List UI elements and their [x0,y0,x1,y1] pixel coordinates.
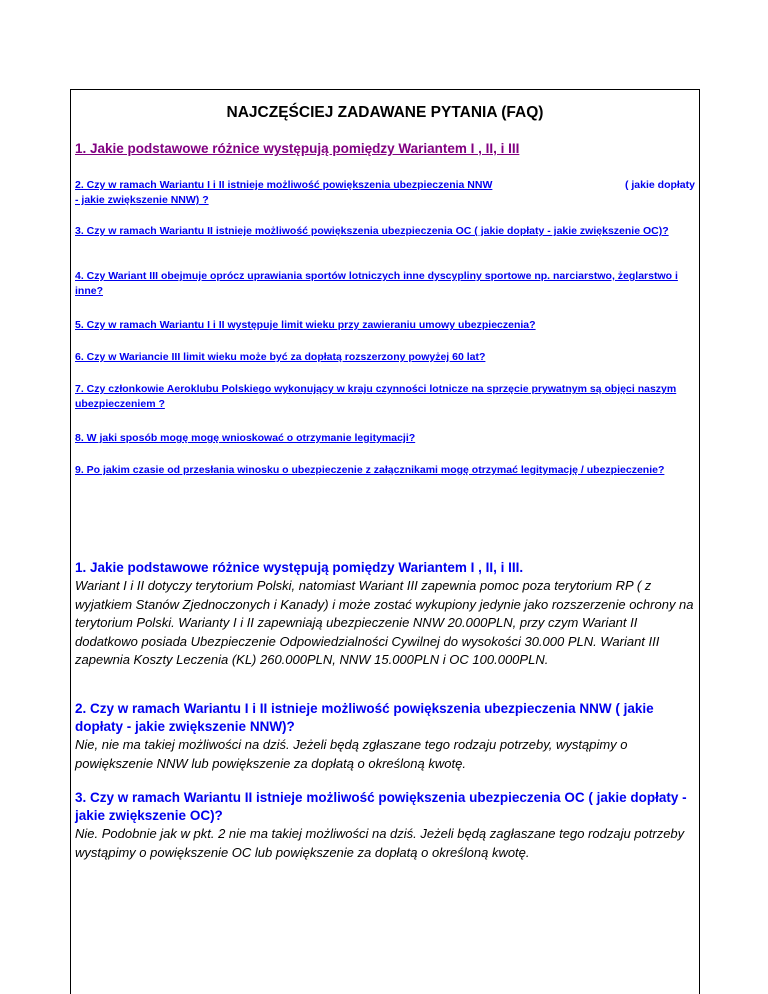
faq-link-q2-left[interactable]: 2. Czy w ramach Wariantu I i II istnieje możliwość powiększenia ubezpieczenia NNW [75,179,493,191]
faq-link-q2-line2[interactable]: - jakie zwiększenie NNW) ? [75,194,209,206]
answer-1 [75,559,697,670]
faq-frame [70,89,700,994]
answer-3 [75,789,697,862]
faq-link-q3[interactable]: 3. Czy w ramach Wariantu II istnieje możliwość powiększenia ubezpieczenia OC ( jakie dopłaty - jakie zwiększenie OC)? [75,225,669,237]
answer-2-text: Nie, nie ma takiej możliwości na dziś. Jeżeli będą zgłaszane tego rodzaju potrzeby, wystąpimy o powiększenie NNW lub powiększenie za dopłatą o określoną kwotę. [75,737,628,771]
faq-link-q4[interactable]: 4. Czy Wariant III obejmuje oprócz uprawiania sportów lotniczych inne dyscypliny sportowe np. narciarstwo, żeglarstwo i inne? [75,270,678,297]
answer-1-question: 1. Jakie podstawowe różnice występują pomiędzy Wariantem I , II, i III. [75,560,524,575]
faq-link-q6[interactable]: 6. Czy w Wariancie III limit wieku może być za dopłatą rozszerzony powyżej 60 lat? [75,351,486,363]
faq-link-q7[interactable]: 7. Czy członkowie Aeroklubu Polskiego wykonujący w kraju czynności lotnicze na sprzęcie prywatnym są objęci naszym ubezpieczeniem ? [75,383,677,410]
answer-3-question: 3. Czy w ramach Wariantu II istnieje możliwość powiększenia ubezpieczenia OC ( jakie dopłaty - jakie zwiększenie OC)? [75,790,687,823]
faq-link-q2[interactable] [75,178,697,208]
page-title: NAJCZĘŚCIEJ ZADAWANE PYTANIA (FAQ) [226,104,544,121]
faq-link-q8[interactable]: 8. W jaki sposób mogę mogę wnioskować o otrzymanie legitymacji? [75,432,416,444]
faq-link-q5[interactable]: 5. Czy w ramach Wariantu I i II występuje limit wieku przy zawieraniu umowy ubezpieczenia? [75,319,536,331]
faq-link-q1[interactable]: 1. Jakie podstawowe różnice występują pomiędzy Wariantem I , II, i III [75,141,520,156]
answer-2-question: 2. Czy w ramach Wariantu I i II istnieje możliwość powiększenia ubezpieczenia NNW ( jakie dopłaty - jakie zwiększenie NNW)? [75,701,654,734]
faq-link-q2-right[interactable]: ( jakie dopłaty [624,179,695,191]
answer-1-text: Wariant I i II dotyczy terytorium Polski, natomiast Wariant III zapewnia pomoc poza terytorium RP ( z wyjatkiem Stanów Zjednoczonych i Kanady) i może zostać wykupiony jedynie jako rozszerzenie ochrony na terytorium Polski. Warianty I i II zapewniają ubezpieczenie NNW 20.000PLN, przy czym Wariant II dodatkowo posiada Ubezpieczenie Odpowiedzialności Cywilnej do wysokości 30.000 PLN. Wariant III zapewnia Koszty Leczenia (KL) 260.000PLN, NNW 15.000PLN i OC 100.000PLN. [75,578,694,667]
faq-link-q9[interactable]: 9. Po jakim czasie od przesłania winosku o ubezpieczenie z załącznikami mogę otrzymać legitymację / ubezpieczenie? [75,464,665,476]
answer-2 [75,700,697,773]
answer-3-text: Nie. Podobnie jak w pkt. 2 nie ma takiej możliwości na dziś. Jeżeli będą zagłaszane tego rodzaju potrzeby wystąpimy o powiększenie OC lub powiększenie za dopłatą o określoną kwotę. [75,826,685,860]
